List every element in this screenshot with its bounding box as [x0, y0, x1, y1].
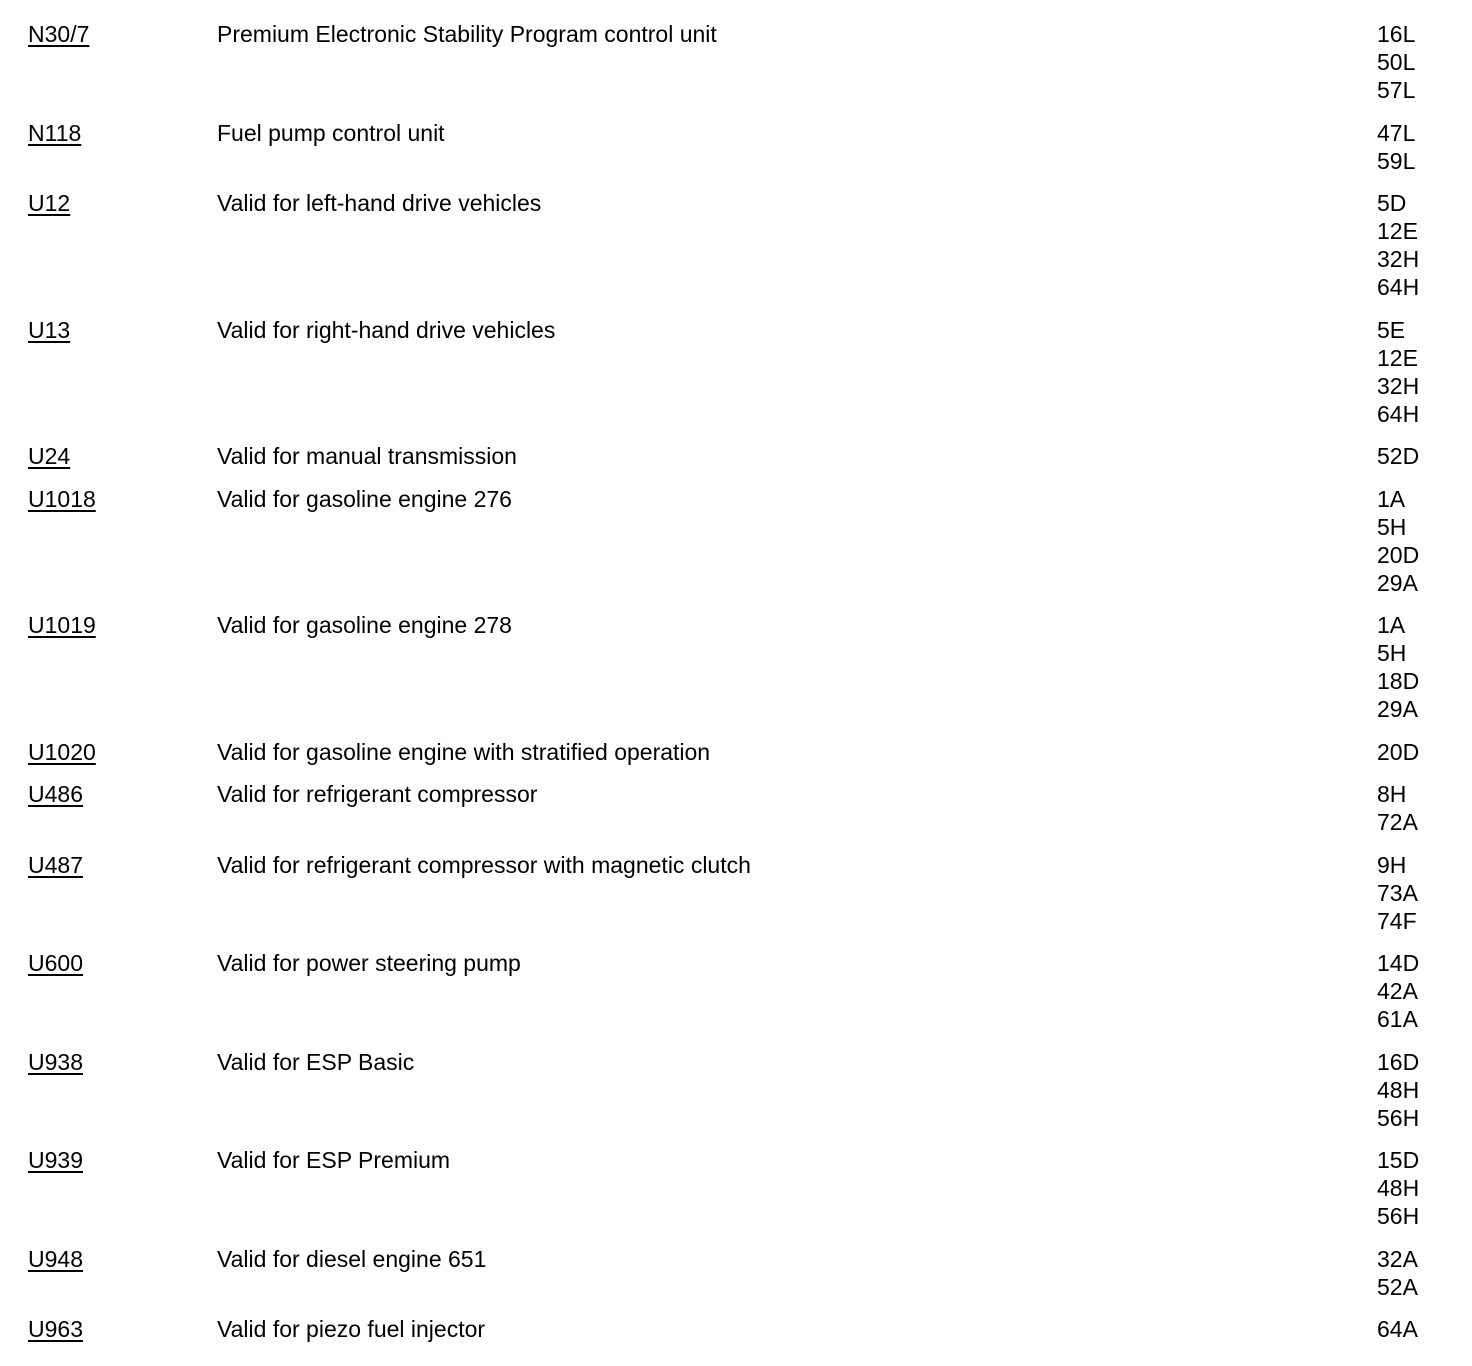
- component-description: Valid for right-hand drive vehicles: [217, 316, 556, 343]
- legend-entry: [0, 316, 1472, 428]
- component-description: Valid for ESP Basic: [217, 1048, 415, 1075]
- component-code-link[interactable]: U12: [28, 190, 71, 216]
- legend-entry: [0, 1315, 1472, 1343]
- legend-entry: [0, 485, 1472, 597]
- grid-reference: 32H: [1377, 372, 1420, 399]
- grid-reference-list: [1377, 949, 1419, 1033]
- grid-reference-list: [1377, 780, 1418, 836]
- grid-reference: 5H: [1377, 513, 1407, 540]
- component-code-link[interactable]: U24: [28, 443, 71, 469]
- grid-reference: 5D: [1377, 190, 1407, 216]
- grid-reference: 8H: [1377, 781, 1407, 807]
- component-code-link[interactable]: U486: [28, 781, 83, 807]
- grid-reference: 1A: [1377, 612, 1406, 638]
- grid-reference: 1A: [1377, 485, 1406, 512]
- component-code-link[interactable]: U948: [28, 1245, 83, 1272]
- grid-reference: 52D: [1377, 443, 1420, 469]
- component-code-link[interactable]: U939: [28, 1147, 83, 1173]
- component-code-link[interactable]: N30/7: [28, 21, 90, 47]
- legend-entry: [0, 119, 1472, 175]
- component-description: Valid for refrigerant compressor with magnetic clutch: [217, 851, 751, 878]
- grid-reference: 12E: [1377, 344, 1418, 371]
- grid-reference: 16L: [1377, 21, 1416, 47]
- grid-reference-list: [1377, 1245, 1418, 1301]
- grid-reference: 32H: [1377, 246, 1420, 272]
- grid-reference: 42A: [1377, 978, 1418, 1004]
- grid-reference: 72A: [1377, 809, 1418, 835]
- grid-reference-list: [1377, 316, 1419, 428]
- grid-reference-list: [1377, 442, 1419, 470]
- grid-reference: 9H: [1377, 851, 1407, 878]
- grid-reference-list: [1377, 1315, 1418, 1343]
- legend-entry: [0, 611, 1472, 723]
- grid-reference-list: [1377, 20, 1415, 104]
- grid-reference: 64H: [1377, 400, 1420, 427]
- component-code-link[interactable]: U1018: [28, 485, 96, 512]
- component-code-link[interactable]: U963: [28, 1316, 83, 1342]
- grid-reference: 20D: [1377, 541, 1420, 568]
- grid-reference: 29A: [1377, 569, 1418, 596]
- grid-reference: 64A: [1377, 1316, 1418, 1342]
- component-description: Premium Electronic Stability Program control unit: [217, 21, 717, 47]
- grid-reference-list: [1377, 611, 1419, 723]
- grid-reference: 48H: [1377, 1076, 1420, 1103]
- component-description: Valid for left-hand drive vehicles: [217, 190, 542, 216]
- component-code-link[interactable]: N118: [28, 119, 82, 146]
- legend-entry: [0, 1146, 1472, 1230]
- grid-reference: 16D: [1377, 1048, 1420, 1075]
- component-description: Valid for gasoline engine 278: [217, 612, 512, 638]
- grid-reference: 47L: [1377, 119, 1416, 146]
- component-description: Valid for gasoline engine with stratified operation: [217, 738, 711, 765]
- component-description: Valid for piezo fuel injector: [217, 1316, 486, 1342]
- grid-reference: 73A: [1377, 879, 1418, 906]
- grid-reference: 50L: [1377, 49, 1416, 75]
- legend-entry: [0, 851, 1472, 935]
- legend-entry: [0, 189, 1472, 301]
- grid-reference: 61A: [1377, 1006, 1418, 1032]
- component-description: Valid for power steering pump: [217, 950, 521, 976]
- grid-reference: 48H: [1377, 1175, 1420, 1201]
- grid-reference: 74F: [1377, 907, 1417, 934]
- component-description: Fuel pump control unit: [217, 119, 445, 146]
- grid-reference: 64H: [1377, 274, 1420, 300]
- grid-reference: 56H: [1377, 1203, 1420, 1229]
- component-description: Valid for gasoline engine 276: [217, 485, 512, 512]
- component-description: Valid for ESP Premium: [217, 1147, 451, 1173]
- grid-reference: 52A: [1377, 1273, 1418, 1300]
- grid-reference: 57L: [1377, 77, 1416, 103]
- grid-reference-list: [1377, 119, 1415, 175]
- component-description: Valid for refrigerant compressor: [217, 781, 538, 807]
- component-code-link[interactable]: U13: [28, 316, 71, 343]
- component-code-link[interactable]: U487: [28, 851, 83, 878]
- component-code-link[interactable]: U1019: [28, 612, 96, 638]
- grid-reference-list: [1377, 485, 1419, 597]
- legend-entry: [0, 1048, 1472, 1132]
- component-code-link[interactable]: U938: [28, 1048, 83, 1075]
- grid-reference: 5H: [1377, 640, 1407, 666]
- legend-entry: [0, 738, 1472, 766]
- grid-reference-list: [1377, 738, 1419, 766]
- grid-reference: 56H: [1377, 1104, 1420, 1131]
- grid-reference-list: [1377, 1048, 1419, 1132]
- legend-entry: [0, 780, 1472, 836]
- legend-entry: [0, 1245, 1472, 1301]
- component-code-link[interactable]: U1020: [28, 738, 96, 765]
- legend-entry: [0, 442, 1472, 470]
- component-description: Valid for diesel engine 651: [217, 1245, 487, 1272]
- grid-reference: 20D: [1377, 738, 1420, 765]
- component-code-link[interactable]: U600: [28, 950, 83, 976]
- grid-reference: 18D: [1377, 668, 1420, 694]
- grid-reference-list: [1377, 189, 1419, 301]
- grid-reference: 12E: [1377, 218, 1418, 244]
- grid-reference-list: [1377, 1146, 1419, 1230]
- grid-reference: 29A: [1377, 696, 1418, 722]
- legend-entry: [0, 949, 1472, 1033]
- legend-entry: [0, 20, 1472, 104]
- grid-reference: 59L: [1377, 147, 1416, 174]
- grid-reference: 32A: [1377, 1245, 1418, 1272]
- grid-reference-list: [1377, 851, 1418, 935]
- grid-reference: 14D: [1377, 950, 1420, 976]
- grid-reference: 5E: [1377, 316, 1406, 343]
- component-description: Valid for manual transmission: [217, 443, 517, 469]
- grid-reference: 15D: [1377, 1147, 1420, 1173]
